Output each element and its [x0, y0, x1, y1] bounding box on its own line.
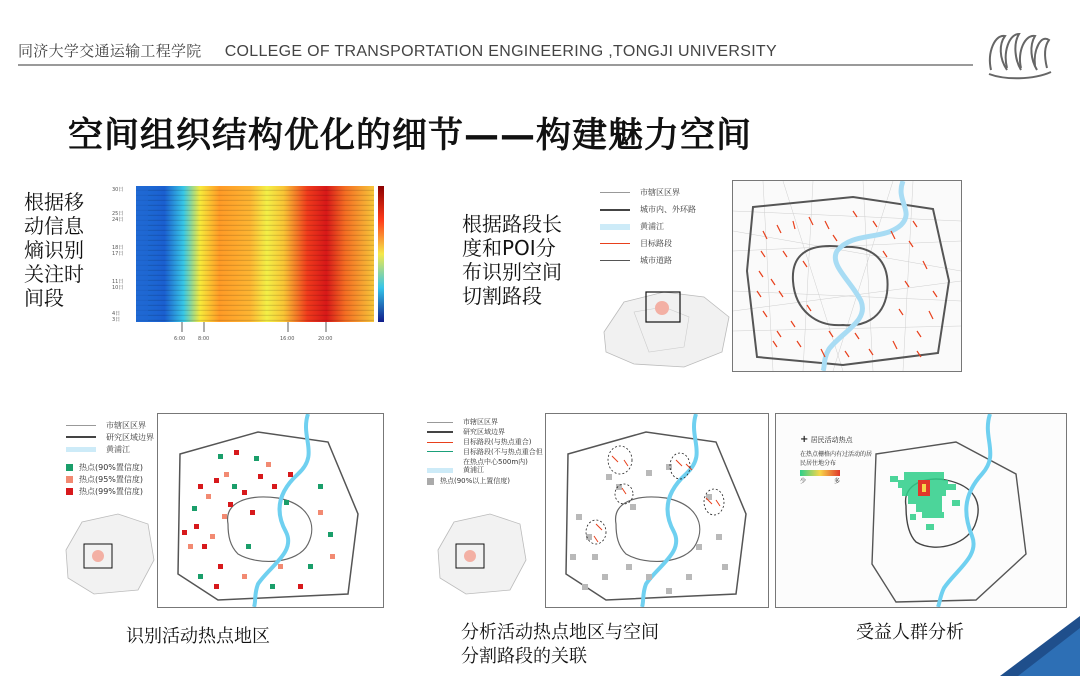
segment-map-svg: [733, 181, 961, 371]
x-tick: 16:00: [280, 336, 295, 342]
header: [18, 40, 777, 61]
school-name-en: COLLEGE OF TRANSPORTATION ENGINEERING ,TONGJI UNIVERSITY: [224, 43, 777, 60]
legend-label: 目标路段(与热点重合): [463, 438, 532, 446]
heatmap-svg: [112, 186, 390, 346]
overview-map-b1: [58, 500, 158, 600]
overview-map-top: [594, 272, 734, 370]
x-tick: 8:00: [198, 336, 210, 342]
legend-label: 研究区域边界: [463, 428, 505, 436]
legend-label: 黄浦江: [640, 222, 664, 231]
legend-label: 目标路段(不与热点重合但在热点中心500m内): [463, 448, 543, 466]
legend-top: [600, 184, 696, 269]
legend-label: 市辖区区界: [640, 188, 680, 197]
caption-beneficiary: 受益人群分析: [856, 622, 964, 643]
legend-label: 市辖区区界: [106, 420, 146, 430]
caption-segments: 根据路段长度和POI分布识别空间切割路段: [462, 212, 562, 308]
legend-label: 市辖区区界: [463, 418, 498, 426]
entropy-heatmap: [112, 186, 390, 346]
legend-label: 热点(90%置信度): [79, 462, 144, 472]
y-tick: 4日: [112, 311, 121, 317]
y-tick: 24日: [112, 217, 124, 223]
y-tick: 10日: [112, 285, 124, 291]
y-tick: 17日: [112, 251, 124, 257]
legend-label: 黄浦江: [106, 444, 130, 454]
legend-b2: [427, 417, 543, 487]
legend-label: 城市道路: [640, 256, 672, 265]
caption-hotspots: 识别活动热点地区: [126, 626, 270, 647]
y-tick: 11日: [112, 279, 124, 285]
legend-title: 居民活动热点: [810, 436, 853, 444]
legend-label: 热点(90%以上置信度): [440, 477, 511, 485]
legend-b1: [66, 419, 154, 497]
legend-label: 目标路段: [640, 239, 672, 248]
legend-low: 少: [800, 478, 807, 485]
corner-decoration: [1000, 616, 1080, 676]
legend-label: 研究区域边界: [106, 432, 154, 442]
y-tick: 30日: [112, 187, 124, 193]
segment-map: [732, 180, 962, 372]
legend-b3: [800, 434, 876, 485]
x-tick: 20:00: [318, 336, 333, 342]
y-tick: 18日: [112, 245, 124, 251]
legend-label: 热点(99%置信度): [79, 486, 144, 496]
association-map-svg: [546, 414, 768, 607]
legend-high: 多: [833, 478, 840, 485]
legend-label: 黄浦江: [463, 466, 484, 474]
university-logo-icon: [985, 22, 1055, 84]
legend-label: 城市内、外环路: [640, 205, 696, 214]
hotspot-map: [157, 413, 384, 608]
beneficiary-map: [775, 413, 1067, 608]
x-tick: 6:00: [174, 336, 186, 342]
y-tick: 25日: [112, 211, 124, 217]
school-name-cn: 同济大学交通运输工程学院: [18, 42, 202, 60]
hotspot-map-svg: [158, 414, 383, 607]
caption-association: 分析活动热点地区与空间分割路段的关联: [461, 622, 659, 667]
plus-icon: +: [800, 434, 809, 445]
caption-heatmap: 根据移动信息熵识别关注时间段: [24, 190, 84, 310]
y-tick: 3日: [112, 317, 121, 323]
legend-label: 热点(95%置信度): [79, 474, 144, 484]
page-title: 空间组织结构优化的细节——构建魅力空间: [68, 116, 753, 156]
header-divider: [18, 64, 973, 66]
association-map: [545, 413, 769, 608]
legend-desc: 在热点栅格内有过活动的居民居住地分布: [800, 451, 873, 467]
overview-map-b2: [430, 500, 530, 600]
